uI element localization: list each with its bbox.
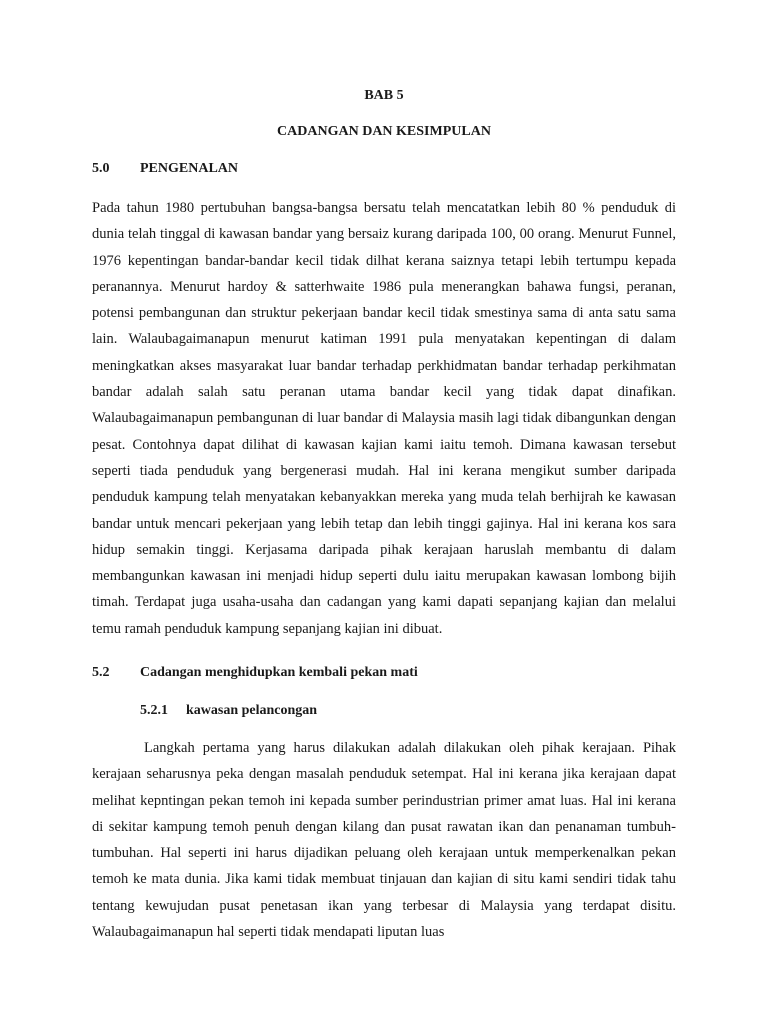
subsection-number: 5.2.1 — [140, 703, 168, 718]
subsection-title: kawasan pelancongan — [186, 703, 318, 718]
body-paragraph: Pada tahun 1980 pertubuhan bangsa-bangsa bersatu telah mencatatkan lebih 80 % penduduk di dunia telah tinggal di kawasan bandar yang bersaiz kurang daripada 100, 00 orang. Menurut Funnel, 1976 kepentingan bandar-bandar kecil tidak dilhat kerana saiznya tetapi lebih tertumpu kepada peranannya. Menurut hardoy & satterhwaite 1986 pula menerangkan bahawa fungsi, peranan, potensi pembangunan dan struktur pekerjaan bandar kecil tidak smestinya sama di anta satu sama lain. Walaubagaimanapun menurut katiman 1991 pula menyatakan kepentingan di dalam meningkatkan akses masyarakat luar bandar terhadap perkhidmatan bandar terhadap perkihmatan bandar adalah salah satu peranan utama bandar kecil yang tidak dapat dinafikan. Walaubagaimanapun pembangunan di luar bandar di Malaysia masih lagi tidak dibangunkan dengan pesat. Contohnya dapat dilihat di kawasan kajian kami iaitu temoh. Dimana kawasan tersebut seperti tiada penduduk yang bergenerasi mudah. Hal ini kerana mengikut sumber daripada penduduk kampung telah menyatakan kebanyakkan mereka yang muda telah berhijrah ke kawasan bandar untuk mencari pekerjaan yang lebih tetap dan lebih tinggi gajinya. Hal ini kerana kos sara hidup semakin tinggi. Kerjasama daripada pihak kerajaan haruslah membantu di dalam membangunkan kawasan ini menjadi hidup seperti dulu iaitu merupakan kawasan lombong bijih timah. Terdapat juga usaha-usaha dan cadangan yang kami dapati sepanjang kajian dan melalui temu ramah penduduk kampung sepanjang kajian ini dibuat. — [92, 200, 676, 637]
chapter-heading: BAB 5 — [364, 88, 404, 103]
section-number: 5.2 — [92, 665, 110, 680]
section-title: Cadangan menghidupkan kembali pekan mati — [140, 665, 418, 680]
section-number: 5.0 — [92, 161, 110, 176]
chapter-title: CADANGAN DAN KESIMPULAN — [277, 124, 491, 139]
section-title: PENGENALAN — [140, 161, 239, 176]
body-paragraph: Langkah pertama yang harus dilakukan adalah dilakukan oleh pihak kerajaan. Pihak kerajaan seharusnya peka dengan masalah penduduk setempat. Hal ini kerana jika kerajaan dapat melihat kepntingan pekan temoh ini kepada sumber perindustrian primer amat luas. Hal ini kerana di sekitar kampung temoh penuh dengan kilang dan pusat rawatan ikan dan penanaman tumbuh-tumbuhan. Hal seperti ini harus dijadikan peluang oleh kerajaan untuk memperkenalkan pekan temoh ke mata dunia. Jika kami tidak membuat tinjauan dan kajian di situ kami sendiri tidak tahu tentang kewujudan pusat penetasan ikan yang terbesar di Malaysia yang terdapat disitu. Walaubagaimanapun hal seperti tidak mendapati liputan luas — [92, 740, 676, 941]
